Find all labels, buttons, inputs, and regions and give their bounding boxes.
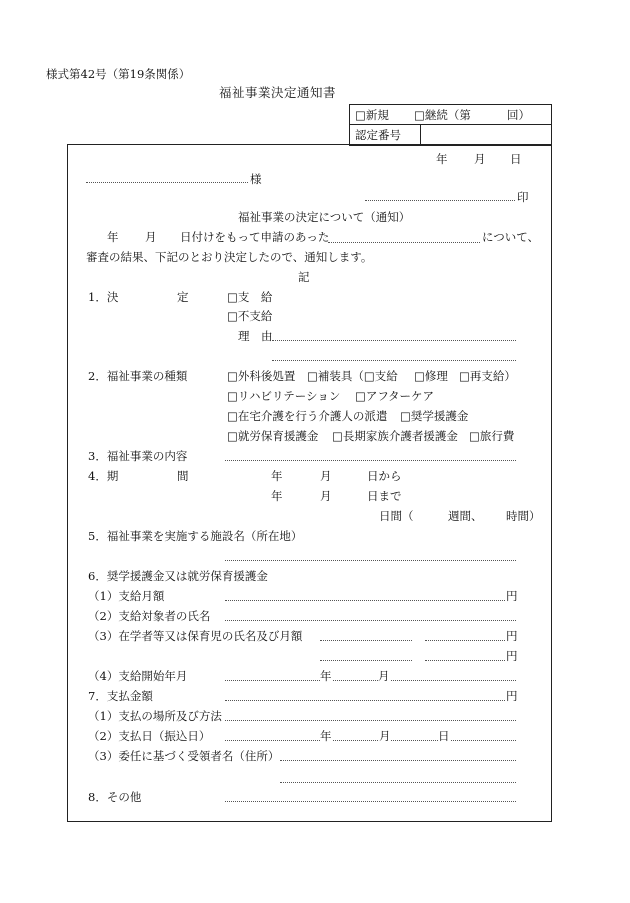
header-table-divider — [349, 124, 551, 125]
reason-field-2[interactable] — [272, 360, 516, 361]
start-month-field[interactable] — [225, 680, 516, 681]
addressee-field[interactable] — [86, 182, 248, 183]
repair-checkbox[interactable]: □修理 — [414, 369, 448, 383]
intro-text-line2: 審査の結果、下記のとおり決定したので、通知します。 — [86, 250, 373, 264]
s1-label-end: 定 — [177, 290, 189, 304]
rehabilitation-checkbox[interactable]: □リハビリテーション — [227, 389, 341, 403]
reason-field[interactable] — [272, 340, 516, 341]
s7-item3-label: （3）委任に基づく受領者名（住所） — [88, 749, 280, 763]
ki-mark: 記 — [298, 270, 310, 284]
s1-label: 1．決 — [88, 290, 119, 304]
form-number: 様式第42号（第19条関係） — [46, 67, 191, 81]
subject-line: 福祉事業の決定について（通知） — [238, 210, 411, 224]
period-to-year: 年 — [271, 489, 283, 503]
issuer-field[interactable] — [365, 200, 515, 201]
s3-label: 3．福祉事業の内容 — [88, 449, 188, 463]
s7-item1-label: （1）支払の場所及び方法 — [88, 709, 222, 723]
application-subject-field[interactable] — [328, 242, 480, 243]
family-caregiver-aid-checkbox[interactable]: □長期家族介護者援護金 — [332, 429, 458, 443]
document-title: 福祉事業決定通知書 — [219, 85, 337, 100]
s7-item2-day: 日 — [438, 729, 450, 743]
period-from-day: 日から — [367, 469, 402, 483]
travel-expense-checkbox[interactable]: □旅行費 — [469, 429, 515, 443]
facility-field[interactable] — [225, 560, 516, 561]
s7-item2-label: （2）支払日（振込日） — [88, 729, 211, 743]
s6-item4-year: 年 — [320, 669, 332, 683]
cert-number-field[interactable] — [425, 128, 545, 142]
s7-item2-year: 年 — [320, 729, 332, 743]
pay-checkbox[interactable]: □支 給 — [227, 290, 273, 304]
s6-label: 6．奨学援護金又は就労保育援護金 — [88, 569, 268, 583]
s7-yen: 円 — [506, 689, 518, 703]
intro-year: 年 — [107, 230, 119, 244]
period-to-day: 日まで — [367, 489, 402, 503]
new-checkbox[interactable]: □新規 — [355, 108, 389, 122]
student-amount-field-1[interactable] — [425, 640, 505, 641]
period-from-month: 月 — [320, 469, 332, 483]
period-weeks: 週間、 — [448, 509, 483, 523]
continue-checkbox[interactable]: □継続（第 — [414, 108, 471, 122]
intro-month: 月 — [145, 230, 157, 244]
intro-text-end: について、 — [482, 230, 540, 244]
cert-number-label: 認定番号 — [355, 128, 401, 142]
intro-text-mid: 日付けをもって申請のあった — [180, 230, 330, 244]
delegate-recipient-field[interactable] — [280, 760, 516, 761]
period-hours: 時間） — [506, 509, 541, 523]
resupply-checkbox[interactable]: □再支給） — [459, 369, 516, 383]
s6-item3-label: （3）在学者等又は保育児の氏名及び月額 — [88, 629, 303, 643]
s6-item1-yen: 円 — [506, 589, 518, 603]
s6-item2-label: （2）支給対象者の氏名 — [88, 609, 211, 623]
delegate-recipient-field-2[interactable] — [280, 782, 516, 783]
s2-label: 2．福祉事業の種類 — [88, 369, 188, 383]
no-pay-checkbox[interactable]: □不支給 — [227, 309, 273, 323]
scholarship-checkbox[interactable]: □奨学援護金 — [400, 409, 469, 423]
s6-item4-month: 月 — [378, 669, 390, 683]
date-year-label: 年 — [436, 152, 448, 166]
payment-amount-field[interactable] — [225, 700, 505, 701]
home-caregiver-checkbox[interactable]: □在宅介護を行う介護人の派遣 — [227, 409, 388, 423]
surgery-aftercare-checkbox[interactable]: □外科後処置 — [227, 369, 296, 383]
student-name-field-2[interactable] — [320, 660, 412, 661]
s7-label: 7．支払金額 — [88, 689, 153, 703]
monthly-amount-field[interactable] — [225, 600, 505, 601]
payment-place-field[interactable] — [225, 720, 516, 721]
s6-item3-yen-1: 円 — [506, 629, 518, 643]
reason-label: 理 由 — [238, 329, 273, 343]
header-table-cell-divider — [420, 124, 421, 145]
s4-label-end: 間 — [177, 469, 189, 483]
aftercare-checkbox[interactable]: □アフターケア — [355, 389, 435, 403]
continue-times-label: 回） — [507, 108, 530, 122]
period-to-month: 月 — [320, 489, 332, 503]
s7-item2-month: 月 — [379, 729, 391, 743]
s4-label: 4．期 — [88, 469, 119, 483]
s8-label: 8．その他 — [88, 790, 142, 804]
period-days: 日間（ — [379, 509, 414, 523]
period-from-year: 年 — [271, 469, 283, 483]
student-amount-field-2[interactable] — [425, 660, 505, 661]
seal-mark: 印 — [517, 190, 529, 204]
s6-item1-label: （1）支給月額 — [88, 589, 165, 603]
childcare-aid-checkbox[interactable]: □就労保育援護金 — [227, 429, 319, 443]
date-month-label: 月 — [474, 152, 486, 166]
addressee-suffix: 様 — [250, 172, 262, 186]
recipient-name-field[interactable] — [225, 620, 516, 621]
prosthesis-checkbox[interactable]: □補装具（□支給 — [307, 369, 398, 383]
s5-label: 5．福祉事業を実施する施設名（所在地） — [88, 529, 303, 543]
content-field[interactable] — [225, 460, 516, 461]
s6-item4-label: （4）支給開始年月 — [88, 669, 188, 683]
s6-item3-yen-2: 円 — [506, 649, 518, 663]
other-field[interactable] — [225, 801, 516, 802]
date-day-label: 日 — [510, 152, 522, 166]
payment-date-field[interactable] — [225, 740, 516, 741]
student-name-field-1[interactable] — [320, 640, 412, 641]
